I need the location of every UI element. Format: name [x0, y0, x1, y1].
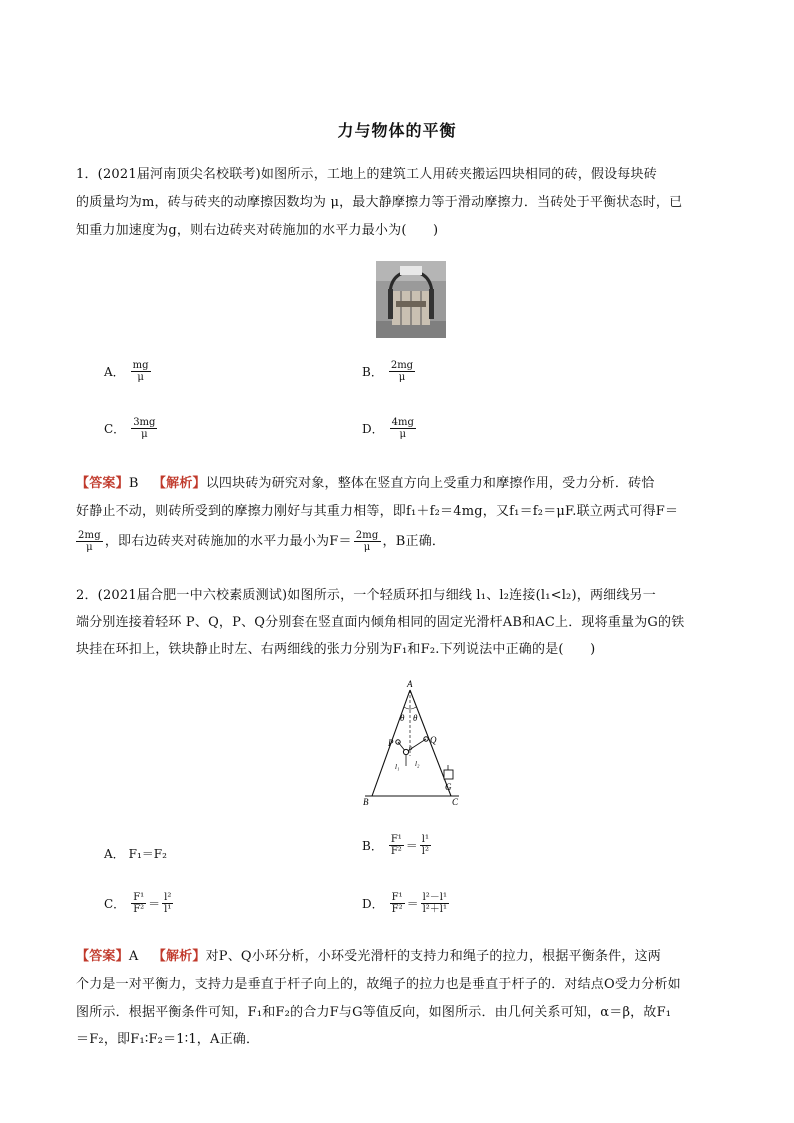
q2-answer-line-3: 图所示．根据平衡条件可知，F₁和F₂的合力F与G等值反向，如图所示．由几何关系可知，α＝β，故F₁ — [76, 1005, 672, 1020]
q1-stem-line-2: 的质量均为m，砖与砖夹的动摩擦因数均为 μ，最大静摩擦力等于滑动摩擦力．当砖处于平衡状态时，已 — [76, 195, 683, 210]
q2-answer-value: A — [128, 949, 139, 964]
q2-option-b[interactable]: B． $\frac{\text{F¹}}{\text{F²}}$ ＝ $\frac{\text{l¹}}{\text{l²}}$ — [362, 834, 430, 857]
brick-clamp-photo — [376, 261, 446, 338]
q1-stem-line-3: 知重力加速度为g，则右边砖夹对砖施加的水平力最小为( ) — [76, 223, 439, 238]
q2-option-a-text: F₁＝F₂ — [128, 847, 167, 861]
q1-option-a-fraction: $\frac{mg}{\mu}$ — [132, 360, 149, 383]
q1-option-a[interactable] — [104, 360, 153, 383]
q1-option-c-label: C． — [104, 422, 126, 436]
q1-stem-line-1: 1．(2021届河南顶尖名校联考)如图所示，工地上的建筑工人用砖夹搬运四块相同的砖，假设每块砖 — [76, 167, 657, 182]
q2-option-d-label: D． — [362, 897, 384, 911]
q1-option-a-label: A． — [104, 365, 125, 379]
q1-option-d-label: D． — [362, 422, 384, 436]
q1-option-d-fraction: $\frac{4mg}{\mu}$ — [391, 417, 414, 440]
q2-option-c-label: C． — [104, 897, 126, 911]
label-theta-left: θ — [400, 713, 405, 723]
q1-option-c-fraction: $\frac{3mg}{\mu}$ — [133, 417, 156, 440]
q1-analysis-tag: 【解析】 — [152, 476, 206, 491]
page-title: 力与物体的平衡 — [337, 121, 457, 140]
q2-stem-line-1: 2．(2021届合肥一中六校素质测试)如图所示，一个轻质环扣与细线 l₁、l₂连接(l₁<l₂)，两细线另一 — [76, 588, 656, 603]
q1-answer-value: B — [128, 476, 139, 491]
q1-answer-tag: 【答案】 — [76, 476, 129, 491]
label-l2: l₂ — [415, 760, 420, 768]
label-a: A — [407, 679, 413, 689]
q1-option-b-label: B． — [362, 365, 383, 379]
q2-answer-line-1 — [76, 948, 721, 966]
q1-option-d[interactable] — [362, 417, 418, 440]
q2-stem-line-3: 块挂在环扣上，铁块静止时左、右两细线的张力分别为F₁和F₂.下列说法中正确的是( ) — [76, 642, 596, 657]
q2-analysis-tag: 【解析】 — [152, 949, 206, 964]
label-c: C — [452, 797, 459, 807]
q1-answer-line-2: 好静止不动，则砖所受到的摩擦力刚好与其重力相等，即f₁＋f₂＝4mg，又f₁＝f₂＝μF.联立两式可得F＝ — [76, 504, 679, 519]
q2-option-d[interactable]: D． $\frac{\text{F¹}}{\text{F²}}$ ＝ $\frac{\text{l²－l¹}}{\text{l²＋l¹}}$ — [362, 892, 448, 915]
q2-option-c[interactable]: C． $\frac{\text{F¹}}{\text{F²}}$ ＝ $\frac{\text{l²}}{\text{l¹}}$ — [104, 892, 172, 915]
q2-diagram — [355, 676, 475, 811]
label-b: B — [363, 797, 369, 807]
q1-option-b[interactable] — [362, 360, 417, 383]
q1-answer-line-3: $\frac{2mg}{\mu}$ ，即右边砖夹对砖施加的水平力最小为F＝ $\frac{2mg}{\mu}$ ，B正确． — [78, 530, 446, 553]
q2-answer-line-2: 个力是一对平衡力，支持力是垂直于杆子向上的，故绳子的拉力也是垂直于杆子的．对结点O受力分析如 — [76, 977, 681, 992]
q2-option-a[interactable] — [104, 845, 167, 862]
q2-option-b-label: B． — [362, 839, 383, 853]
label-o: o — [409, 744, 413, 752]
label-p: P — [388, 738, 394, 748]
q2-option-a-label: A． — [104, 847, 125, 861]
q2-answer-tag: 【答案】 — [76, 949, 129, 964]
label-q: Q — [430, 735, 437, 745]
q1-analysis-text-1: 以四块砖为研究对象，整体在竖直方向上受重力和摩擦作用，受力分析．砖恰 — [205, 476, 655, 491]
q2-answer-line-4: ＝F₂，即F₁∶F₂＝1∶1，A正确． — [76, 1032, 260, 1047]
q1-answer-line-1 — [76, 475, 721, 493]
q2-stem-line-2: 端分别连接着轻环 P、Q，P、Q分别套在竖直面内倾角相同的固定光滑杆AB和AC上．现将重量为G的铁 — [76, 615, 685, 630]
q1-option-c[interactable] — [104, 417, 159, 440]
q1-option-b-fraction: $\frac{2mg}{\mu}$ — [390, 360, 414, 383]
q1-answer-fraction-1: $\frac{2mg}{\mu}$ — [78, 530, 101, 553]
label-g: G — [445, 782, 452, 792]
label-theta-right: θ — [413, 713, 418, 723]
q2-analysis-text-1: 对P、Q小环分析，小环受光滑杆的支持力和绳子的拉力，根据平衡条件，这两 — [205, 949, 661, 964]
q1-answer-fraction-2: $\frac{2mg}{\mu}$ — [355, 530, 379, 553]
label-l1: l₁ — [395, 763, 400, 771]
